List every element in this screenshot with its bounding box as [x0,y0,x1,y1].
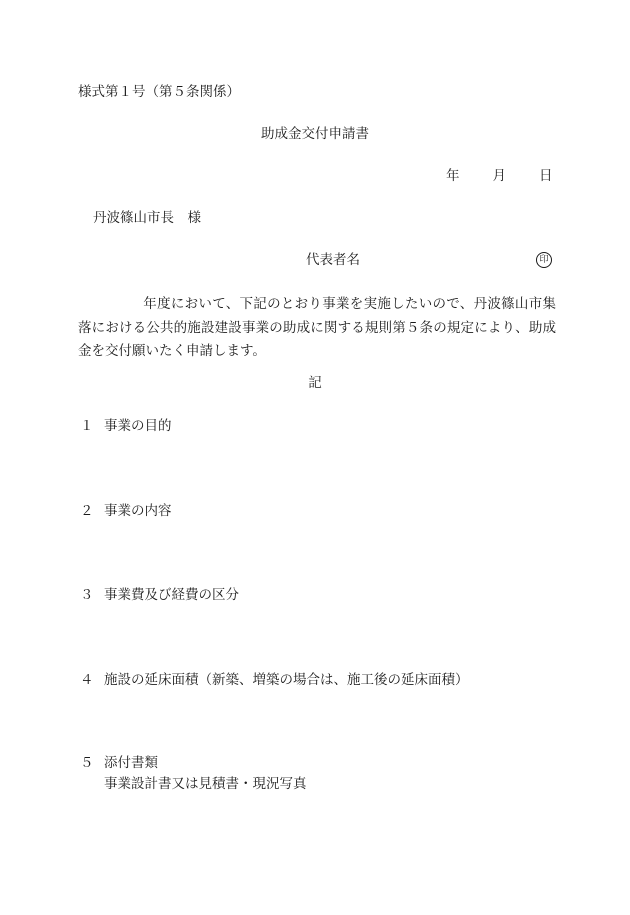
addressee: 丹波篠山市長 様 [93,210,201,226]
item-number: ２ [80,503,94,519]
item-label: 事業の内容 [104,503,172,519]
representative-label: 代表者名 [306,252,360,268]
date-year-label: 年 [446,168,460,184]
attachment-detail: 事業設計書又は見積書・現況写真 [104,776,307,792]
date-month-label: 月 [492,168,506,184]
item-number: １ [80,418,94,434]
document-title: 助成金交付申請書 [261,126,369,142]
item-label: 事業の目的 [104,418,172,434]
date-line [446,170,553,184]
date-day-label: 日 [539,168,553,184]
list-item [80,505,172,519]
list-item [80,757,158,771]
item-number: ４ [80,672,94,688]
item-label: 事業費及び経費の区分 [104,587,239,603]
item-label: 施設の延床面積（新築、増築の場合は、施工後の延床面積） [104,672,469,688]
form-number: 様式第１号（第５条関係） [78,84,240,100]
ki-heading: 記 [308,375,322,391]
list-item [80,674,469,688]
application-body-text: 年度において、下記のとおり事業を実施したいので、丹波篠山市集落における公共的施設建設事業の助成に関する規則第５条の規定により、助成金を交付願いたく申請します。 [78,296,556,359]
seal-mark-icon: 印 [536,252,552,268]
item-number: ５ [80,755,94,771]
list-item [80,420,172,434]
item-number: ３ [80,587,94,603]
item-label: 添付書類 [104,755,158,771]
list-item [80,589,239,603]
application-body [78,293,556,364]
